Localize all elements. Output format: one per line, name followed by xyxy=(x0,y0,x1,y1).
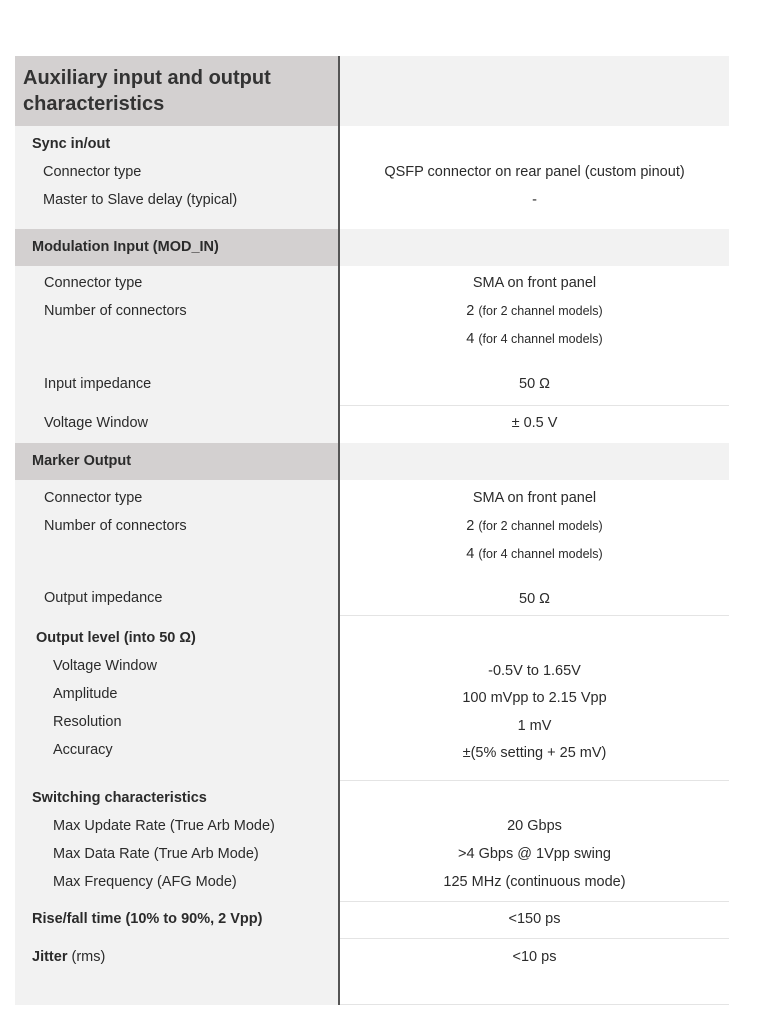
mod-in-window-label: Voltage Window xyxy=(44,415,148,431)
output-resolution-label: Resolution xyxy=(53,714,122,730)
mod-in-band xyxy=(15,229,729,266)
switching-section-title: Switching characteristics xyxy=(32,790,207,806)
rise-fall-title: Rise/fall time (10% to 90%, 2 Vpp) xyxy=(32,911,263,927)
mod-in-count-label: Number of connectors xyxy=(44,303,187,319)
output-resolution-value: 1 mV xyxy=(517,718,552,734)
table-header xyxy=(15,56,729,126)
sync-connector-value: QSFP connector on rear panel (custom pinout) xyxy=(384,164,685,180)
output-level-section-title: Output level (into 50 Ω) xyxy=(36,630,196,646)
output-amplitude-label: Amplitude xyxy=(53,686,118,702)
switching-update-label: Max Update Rate (True Arb Mode) xyxy=(53,818,275,834)
table-title: Auxiliary input and output characteristics xyxy=(23,67,271,115)
column-divider xyxy=(338,56,340,1005)
marker-count-2ch: 2 (for 2 channel models) xyxy=(466,518,603,534)
mod-in-connector-label: Connector type xyxy=(44,275,143,291)
output-window-value: -0.5V to 1.65V xyxy=(488,663,581,679)
marker-connector-label: Connector type xyxy=(44,490,143,506)
mod-in-impedance-label: Input impedance xyxy=(44,376,152,392)
output-accuracy-label: Accuracy xyxy=(53,742,113,758)
marker-impedance-value: 50 Ω xyxy=(519,591,550,607)
marker-impedance-label: Output impedance xyxy=(44,590,163,606)
mod-in-window-value: ± 0.5 V xyxy=(511,415,558,431)
switching-freq-label: Max Frequency (AFG Mode) xyxy=(53,874,237,890)
sync-delay-label: Master to Slave delay (typical) xyxy=(43,192,238,208)
switching-data-label: Max Data Rate (True Arb Mode) xyxy=(53,846,259,862)
sync-delay-value: - xyxy=(532,192,537,208)
jitter-title: Jitter (rms) xyxy=(32,949,106,965)
mod-in-count-4ch: 4 (for 4 channel models) xyxy=(466,331,603,347)
marker-band xyxy=(15,443,729,480)
jitter-value: <10 ps xyxy=(512,949,557,965)
output-accuracy-value: ±(5% setting + 25 mV) xyxy=(462,745,607,761)
mod-in-impedance-value: 50 Ω xyxy=(519,376,550,392)
spec-table xyxy=(15,56,729,1005)
mod-in-connector-value: SMA on front panel xyxy=(472,275,597,291)
marker-connector-value: SMA on front panel xyxy=(472,490,597,506)
rise-fall-value: <150 ps xyxy=(508,911,561,927)
switching-data-value: >4 Gbps @ 1Vpp swing xyxy=(458,846,611,862)
marker-section-title: Marker Output xyxy=(32,453,132,469)
sync-connector-label: Connector type xyxy=(43,164,142,180)
marker-count-label: Number of connectors xyxy=(44,518,187,534)
sync-section-title: Sync in/out xyxy=(32,136,111,152)
mod-in-section-title: Modulation Input (MOD_IN) xyxy=(32,239,219,255)
mod-in-count-2ch: 2 (for 2 channel models) xyxy=(466,303,603,319)
marker-count-4ch: 4 (for 4 channel models) xyxy=(466,546,603,562)
output-window-label: Voltage Window xyxy=(53,658,157,674)
switching-update-value: 20 Gbps xyxy=(507,818,562,834)
switching-freq-value: 125 MHz (continuous mode) xyxy=(443,874,626,890)
output-amplitude-value: 100 mVpp to 2.15 Vpp xyxy=(462,690,607,706)
